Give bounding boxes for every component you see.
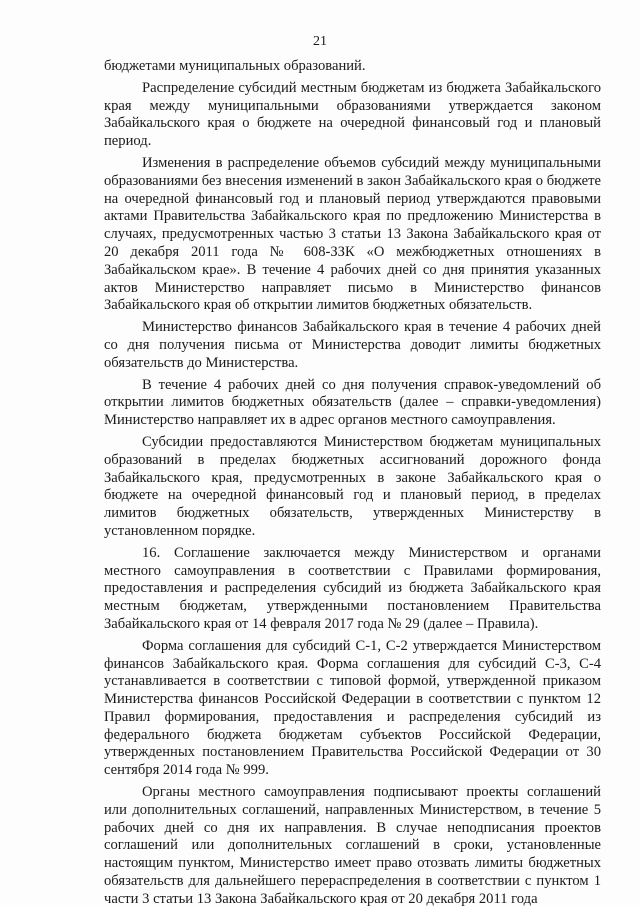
paragraph-item-16-agreement: 16. Соглашение заключается между Министерством и органами местного самоуправления в соответствии с Правилами формирования, предоставления и распределения субсидий из бюджета Забайкальского края местным бюджетам, утвержденными постановлением Правительства Забайкальского края от 14 февраля 2017 года № 29 (далее – Правила). bbox=[104, 544, 601, 632]
paragraph-distribution-law: Распределение субсидий местным бюджетам из бюджета Забайкальского края между муниципальными образованиями утверждается законом Забайкальского края о бюджете на очередной финансовый год и плановый период. bbox=[104, 79, 601, 150]
paragraph-agreement-form: Форма соглашения для субсидий С-1, С-2 утверждается Министерством финансов Забайкальского края. Форма соглашения для субсидий С-3, С-4 устанавливается в соответствии с типовой формой, утвержденной приказом Министерства финансов Российской Федерации в соответствии с пунктом 12 Правил формирования, предоставления и распределения субсидий из федерального бюджета бюджетам субъектов Российской Федерации, утвержденных постановлением Правительства Российской Федерации от 30 сентября 2014 года № 999. bbox=[104, 637, 601, 779]
document-body bbox=[104, 58, 601, 913]
paragraph-subsidies-provision: Субсидии предоставляются Министерством бюджетам муниципальных образований в пределах бюджетных ассигнований дорожного фонда Забайкальского края, предусмотренных в законе Забайкальского края о бюджете на очередной финансовый год и плановый период, в пределах лимитов бюджетных обязательств, утвержденных Министерству в установленном порядке. bbox=[104, 433, 601, 539]
paragraph-signing-agreements: Органы местного самоуправления подписывают проекты соглашений или дополнительных соглашений, направленных Министерством, в течение 5 рабочих дней со дня их направления. В случае неподписания проектов соглашений или дополнительных соглашений в сроки, установленные настоящим пунктом, Министерство имеет право отозвать лимиты бюджетных обязательств для дальнейшего перераспределения в соответствии с пунктом 1 части 3 статьи 13 Закона Забайкальского края от 20 декабря 2011 года bbox=[104, 784, 601, 907]
paragraph-notifications: В течение 4 рабочих дней со дня получения справок-уведомлений об открытии лимитов бюджетных обязательств (далее – справки-уведомления) Министерство направляет их в адрес органов местного самоуправления. bbox=[104, 376, 601, 429]
page-number: 21 bbox=[313, 34, 327, 49]
paragraph-distribution-changes: Изменения в распределение объемов субсидий между муниципальными образованиями без внесения изменений в закон Забайкальского края о бюджете на очередной финансовый год и плановый период утверждаются правовыми актами Правительства Забайкальского края по предложению Министерства в случаях, предусмотренных частью 3 статьи 13 Закона Забайкальского края от 20 декабря 2011 года № 608-ЗЗК «О межбюджетных отношениях в Забайкальском крае». В течение 4 рабочих дней со дня принятия указанных актов Министерство направляет письмо в Министерство финансов Забайкальского края об открытии лимитов бюджетных обязательств. bbox=[104, 154, 601, 314]
paragraph-continuation: бюджетами муниципальных образований. bbox=[104, 58, 366, 74]
paragraph-finance-ministry-limits: Министерство финансов Забайкальского края в течение 4 рабочих дней со дня получения письма от Министерства доводит лимиты бюджетных обязательств до Министерства. bbox=[104, 319, 601, 371]
